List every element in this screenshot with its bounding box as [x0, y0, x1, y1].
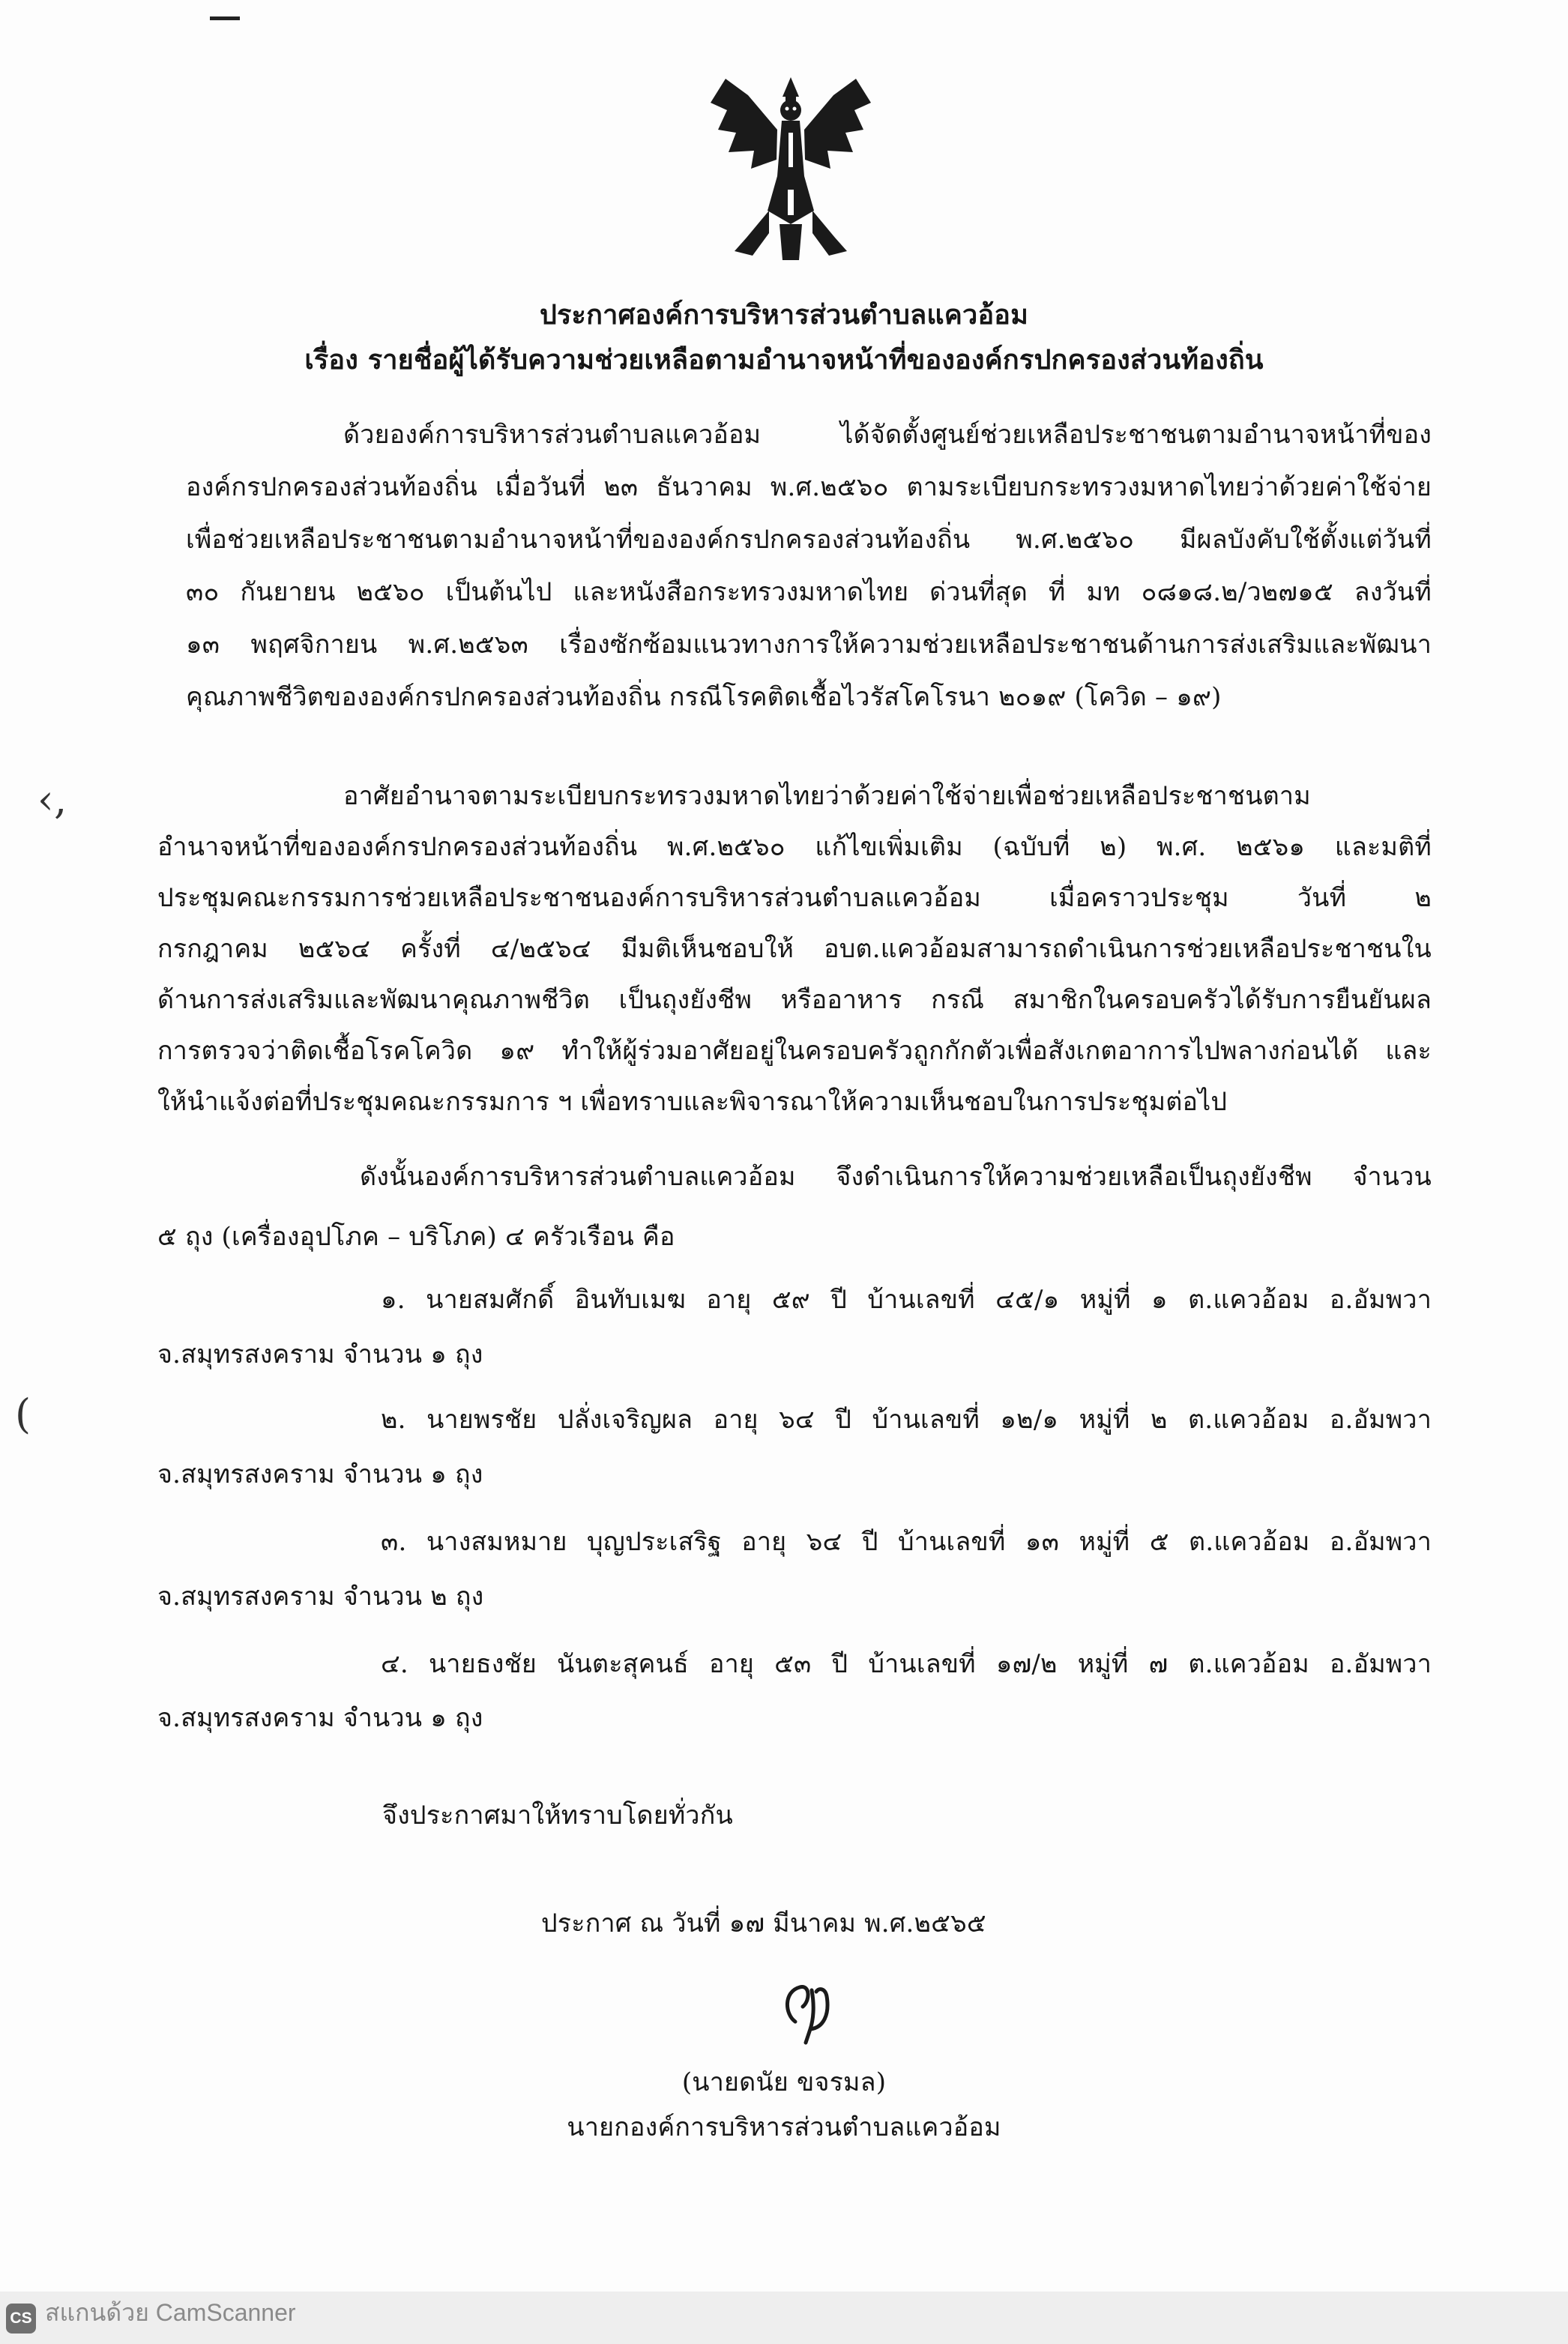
paragraph-line: ๑๓ พฤศจิกายน พ.ศ.๒๕๖๓ เรื่องซักซ้อมแนวทางการให้ความช่วยเหลือประชาชนด้านการส่งเสริมและพัฒนา [186, 630, 1432, 660]
recipient-line: ๔. นายธงชัย นันตะสุคนธ์ อายุ ๕๓ ปี บ้านเลขที่ ๑๗/๒ หมู่ที่ ๗ ต.แควอ้อม อ.อัมพวา [381, 1649, 1432, 1679]
announcement-title: ประกาศองค์การบริหารส่วนตำบลแควอ้อม [539, 299, 1029, 331]
paragraph-line: เพื่อช่วยเหลือประชาชนตามอำนาจหน้าที่ขององค์กรปกครองส่วนท้องถิ่น พ.ศ.๒๕๖๐ มีผลบังคับใช้ตั้งแต่วันที่ [186, 525, 1432, 555]
signer-name: (นายดนัย ขจรมล) [681, 2067, 887, 2097]
recipient-line: ๒. นายพรชัย ปลั่งเจริญผล อายุ ๖๔ ปี บ้านเลขที่ ๑๒/๑ หมู่ที่ ๒ ต.แควอ้อม อ.อัมพวา [381, 1405, 1432, 1435]
paragraph-line: คุณภาพชีวิตขององค์กรปกครองส่วนท้องถิ่น กรณีโรคติดเชื้อไวรัสโคโรนา ๒๐๑๙ (โควิด – ๑๙) [186, 682, 1222, 712]
recipient-line: จ.สมุทรสงคราม จำนวน ๒ ถุง [157, 1582, 484, 1612]
paragraph-line: ๕ ถุง (เครื่องอุปโภค – บริโภค) ๔ ครัวเรือน คือ [157, 1222, 675, 1252]
paragraph-line: ให้นำแจ้งต่อที่ประชุมคณะกรรมการ ฯ เพื่อทราบและพิจารณาให้ความเห็นชอบในการประชุมต่อไป [157, 1087, 1228, 1117]
scanner-footer [0, 2292, 1568, 2344]
scanner-watermark: สแกนด้วย CamScanner [45, 2299, 296, 2326]
scan-mark [210, 16, 240, 20]
recipient-line: จ.สมุทรสงคราม จำนวน ๑ ถุง [157, 1703, 483, 1733]
announcement-subject: เรื่อง รายชื่อผู้ได้รับความช่วยเหลือตามอำนาจหน้าที่ขององค์กรปกครองส่วนท้องถิ่น [304, 344, 1264, 376]
paragraph-line: ๓๐ กันยายน ๒๕๖๐ เป็นต้นไป และหนังสือกระทรวงมหาดไทย ด่วนที่สุด ที่ มท ๐๘๑๘.๒/ว๒๗๑๕ ลงวันที่ [186, 577, 1432, 607]
recipient-line: จ.สมุทรสงคราม จำนวน ๑ ถุง [157, 1459, 483, 1489]
paragraph-line: กรกฎาคม ๒๕๖๔ ครั้งที่ ๔/๒๕๖๔ มีมติเห็นชอบให้ อบต.แควอ้อมสามารถดำเนินการช่วยเหลือประชาชนใน [157, 934, 1432, 964]
signer-position: นายกองค์การบริหารส่วนตำบลแควอ้อม [567, 2112, 1001, 2142]
signature [768, 1975, 858, 2050]
paragraph-line: อำนาจหน้าที่ขององค์กรปกครองส่วนท้องถิ่น พ.ศ.๒๕๖๐ แก้ไขเพิ่มเติม (ฉบับที่ ๒) พ.ศ. ๒๕๖๑ และมติที่ [157, 832, 1432, 862]
recipient-line: ๓. นางสมหมาย บุญประเสริฐ อายุ ๖๔ ปี บ้านเลขที่ ๑๓ หมู่ที่ ๕ ต.แควอ้อม อ.อัมพวา [381, 1527, 1432, 1557]
recipient-line: ๑. นายสมศักดิ์ อินทับเมฆ อายุ ๕๙ ปี บ้านเลขที่ ๔๕/๑ หมู่ที่ ๑ ต.แควอ้อม อ.อัมพวา [381, 1285, 1432, 1315]
paragraph-line: ด้วยองค์การบริหารส่วนตำบลแควอ้อม ได้จัดตั้งศูนย์ช่วยเหลือประชาชนตามอำนาจหน้าที่ของ [343, 420, 1432, 450]
recipient-line: จ.สมุทรสงคราม จำนวน ๑ ถุง [157, 1340, 483, 1370]
paragraph-line: ด้านการส่งเสริมและพัฒนาคุณภาพชีวิต เป็นถุงยังชีพ หรืออาหาร กรณี สมาชิกในครอบครัวได้รับการยืนยันผล [157, 985, 1432, 1015]
paragraph-line: องค์กรปกครองส่วนท้องถิ่น เมื่อวันที่ ๒๓ ธันวาคม พ.ศ.๒๕๖๐ ตามระเบียบกระทรวงมหาดไทยว่าด้วยค่าใช้จ่าย [186, 472, 1432, 502]
margin-mark: ‹‚ [37, 776, 67, 823]
closing-line: จึงประกาศมาให้ทราบโดยทั่วกัน [382, 1801, 733, 1831]
margin-mark: ( [15, 1391, 31, 1438]
camscanner-logo-icon: CS [6, 2304, 36, 2334]
paragraph-line: การตรวจว่าติดเชื้อโรคโควิด ๑๙ ทำให้ผู้ร่วมอาศัยอยู่ในครอบครัวถูกกักตัวเพื่อสังเกตอาการไปพลางก่อนได้ และ [157, 1036, 1432, 1066]
paragraph-line: อาศัยอำนาจตามระเบียบกระทรวงมหาดไทยว่าด้วยค่าใช้จ่ายเพื่อช่วยเหลือประชาชนตาม [343, 781, 1311, 811]
paragraph-line: ประชุมคณะกรรมการช่วยเหลือประชาชนองค์การบริหารส่วนตำบลแควอ้อม เมื่อคราวประชุม วันที่ ๒ [157, 883, 1432, 913]
garuda-emblem-icon [705, 64, 877, 266]
announcement-date: ประกาศ ณ วันที่ ๑๗ มีนาคม พ.ศ.๒๕๖๕ [541, 1908, 986, 1938]
paragraph-line: ดังนั้นองค์การบริหารส่วนตำบลแควอ้อม จึงดำเนินการให้ความช่วยเหลือเป็นถุงยังชีพ จำนวน [360, 1162, 1432, 1192]
